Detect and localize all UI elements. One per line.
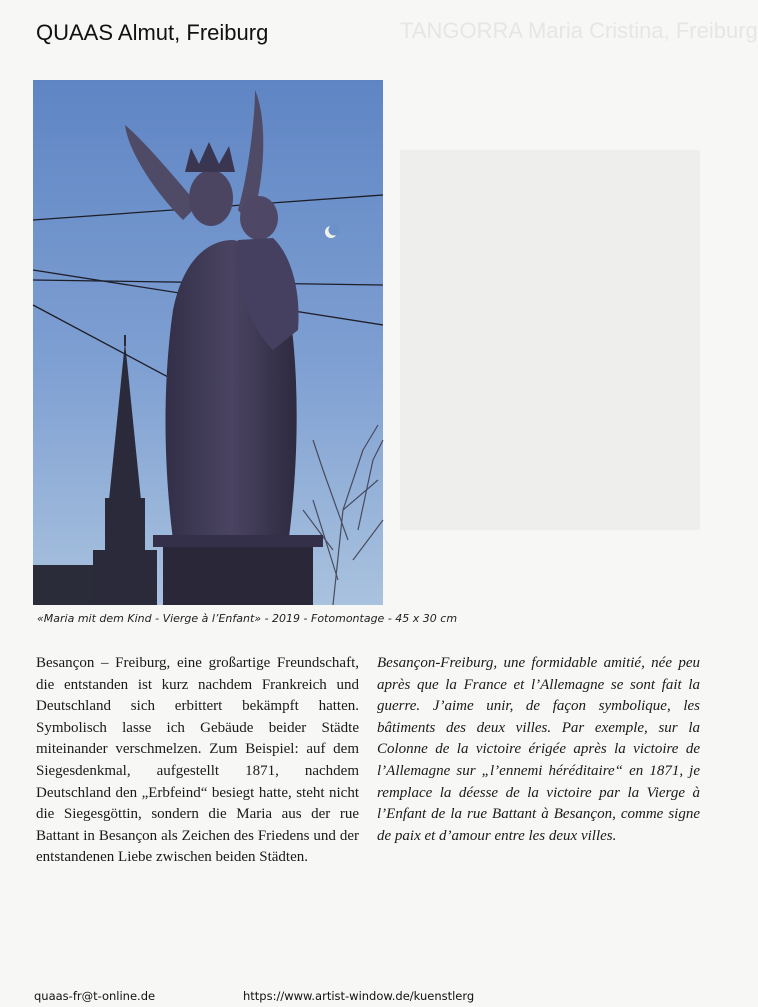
footer-email[interactable]: quaas-fr@t-online.de (34, 989, 156, 1003)
bleed-through-image (400, 150, 700, 530)
artist-header: QUAAS Almut, Freiburg (36, 20, 269, 45)
artwork-photo (33, 80, 383, 605)
building-left (33, 565, 93, 605)
german-paragraph: Besançon – Freiburg, eine großartige Freundschaft, die entstanden ist kurz nachdem Frankreich und Deutschland sich erbittert bekämpft hatten. Symbolisch lasse ich Gebäude beider Städte miteinander verschmelzen. Zum Beispiel: auf dem Siegesdenkmal, aufgestellt 1871, nachdem Deutschland den „Erbfeind“ besiegt hatte, steht nicht die Siegesgöttin, sondern die Maria aus der rue Battant in Besançon als Zeichen des Friedens und der entstandenen Liebe zwischen beiden Städten. (36, 655, 359, 866)
french-paragraph: Besançon-Freiburg, une formidable amitié, née peu après que la France et l’Allemagne se sont fait la guerre. J’aime unir, de façon symbolique, les bâtiments des deux villes. Par exemple, sur la Colonne de la victoire érigée après la victoire de l’Allemagne sur „l’ennemi héréditaire“ en 1871, je remplace la déesse de la victoire par la Vierge à l’Enfant de la rue Battant à Besançon, comme signe de paix et d’amour entre les deux villes. (377, 655, 700, 844)
german-text-column (36, 653, 359, 869)
footer-url[interactable]: https://www.artist-window.de/kuenstlerg (243, 989, 475, 1003)
french-text-column (377, 653, 700, 847)
bleed-through-header: TANGORRA Maria Cristina, Freiburg (400, 18, 758, 43)
artwork-caption: «Maria mit dem Kind - Vierge à l’Enfant» - 2019 - Fotomontage - 45 x 30 cm (37, 612, 458, 625)
